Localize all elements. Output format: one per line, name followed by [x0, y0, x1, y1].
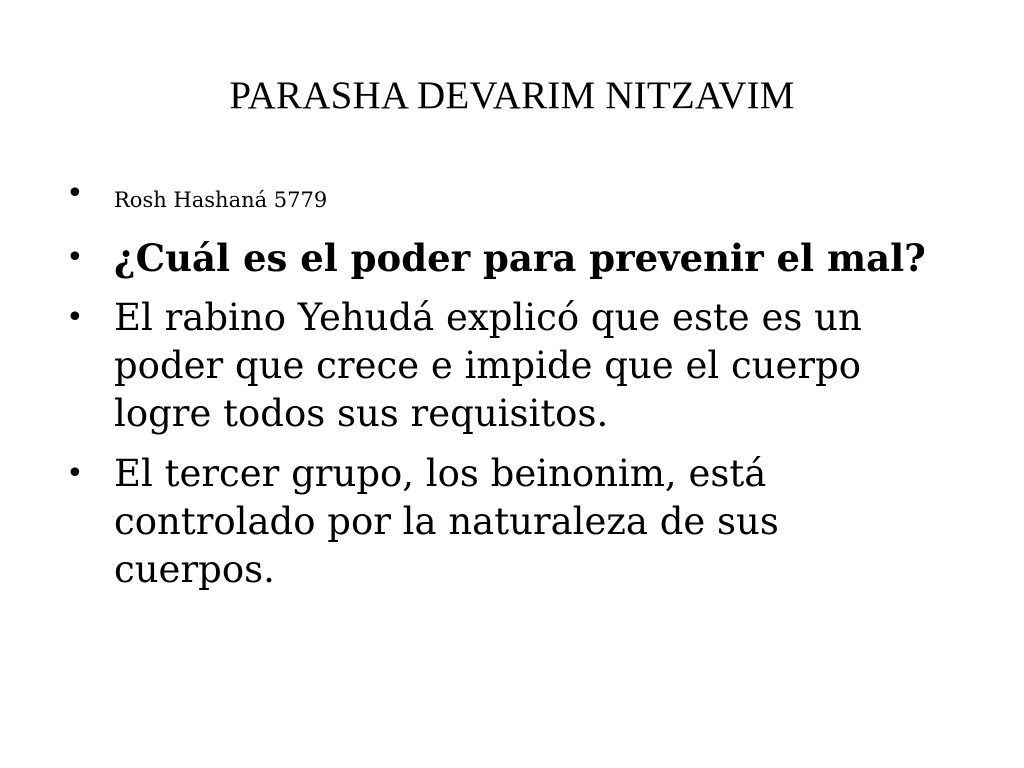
bullet-text: El rabino Yehudá explicó que este es un poder que crece e impide que el cuerpo logre todos sus requisitos. — [114, 296, 862, 435]
bullet-text: ¿Cuál es el poder para prevenir el mal? — [114, 236, 926, 280]
bullet-icon: • — [66, 456, 84, 491]
bullet-list — [62, 176, 942, 606]
slide-title: PARASHA DEVARIM NITZAVIM — [229, 74, 795, 117]
bullet-icon: • — [66, 176, 84, 211]
bullet-item — [62, 234, 942, 282]
bullet-icon: • — [66, 240, 84, 275]
bullet-icon: • — [66, 300, 84, 335]
bullet-item — [62, 294, 942, 438]
bullet-item — [62, 450, 942, 594]
bullet-item — [62, 176, 942, 214]
bullet-text: Rosh Hashaná 5779 — [114, 188, 328, 212]
bullet-text: El tercer grupo, los beinonim, está controlado por la naturaleza de sus cuerpos. — [114, 452, 779, 591]
